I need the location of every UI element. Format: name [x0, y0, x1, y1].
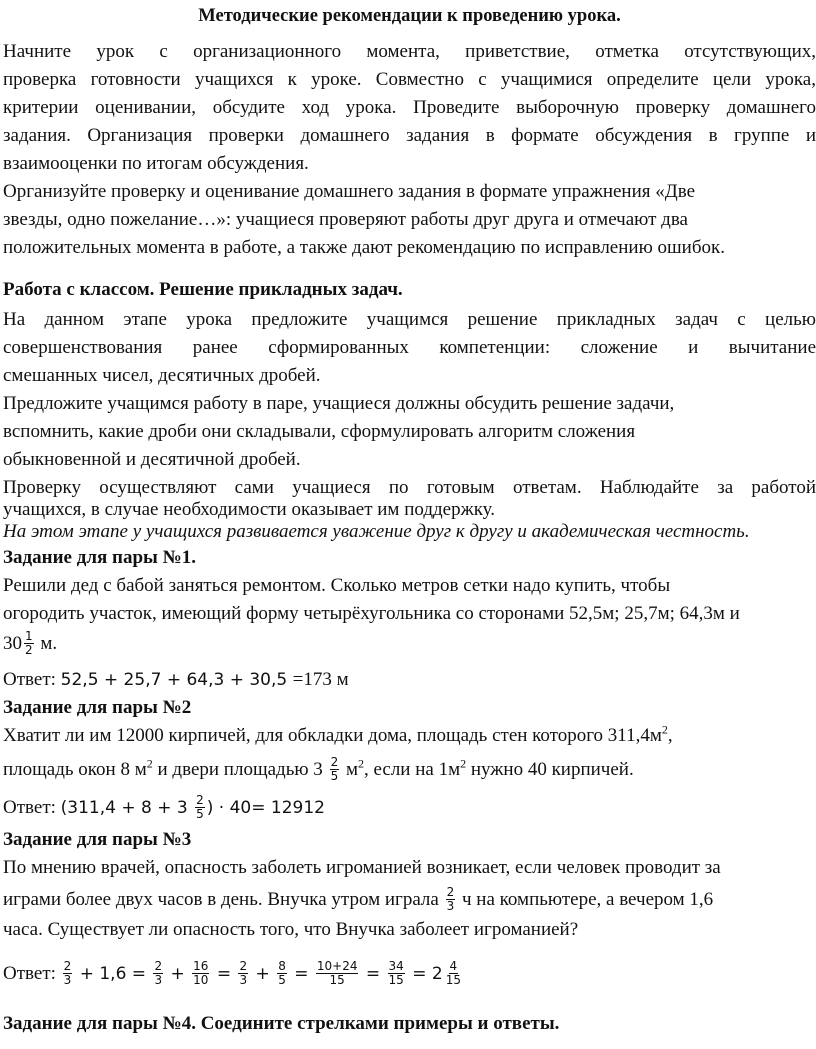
fraction-numerator: 2 [239, 959, 248, 974]
answer-expression: 52,5 + 25,7 + 64,3 + 30,5 [60, 670, 293, 690]
fraction-denominator: 3 [63, 973, 72, 988]
task2-text [3, 756, 816, 784]
task3-text [3, 886, 816, 914]
fraction-denominator: 5 [196, 807, 204, 822]
fraction-numerator: 16 [193, 959, 209, 974]
task2-fraction [330, 756, 340, 783]
task2-text-part: Хватит ли им 12000 кирпичей, для обкладки дома, площадь стен которого 311,4м [3, 725, 662, 746]
intro-line: звезды, одно пожелание…»: учащиеся проверяют работы друг друга и отмечают два [3, 209, 688, 230]
fraction-denominator: 2 [25, 643, 33, 658]
intro-line: Начните урок с организационного момента, приветствие, отметка отсутствующих, [3, 41, 816, 62]
section-line: На данном этапе урока предложите учащимся решение прикладных задач с целью [3, 309, 816, 330]
operator: = [211, 964, 237, 984]
fraction-numerator: 1 [25, 629, 33, 644]
superscript: 2 [357, 756, 364, 771]
task3-text-part: ч на компьютере, а вечером 1,6 [457, 889, 714, 910]
section-line: учащихся, в случае необходимости оказывает им поддержку. [3, 499, 496, 520]
task2-text-part: м [341, 759, 358, 780]
fraction-numerator: 2 [330, 755, 339, 770]
fraction-denominator: 3 [239, 973, 248, 988]
task2-heading: Задание для пары №2 [3, 697, 192, 718]
italic-note: На этом этапе у учащихся развивается уважение друг к другу и академическая честность. [3, 521, 750, 542]
task1-text-fraction-line [3, 630, 816, 658]
answer-label: Ответ: [3, 669, 61, 690]
answer-expression: (311,4 + 8 + 3 [60, 798, 194, 818]
operator: = [288, 964, 314, 984]
task1-whole: 30 [3, 633, 22, 654]
task3-fraction [446, 886, 456, 913]
fraction-denominator: 3 [446, 899, 455, 914]
fraction-denominator: 15 [388, 973, 404, 988]
answer-fraction [316, 960, 359, 987]
task2-answer [3, 794, 816, 822]
task2-text-part: , [667, 725, 673, 746]
task2-text-part: , если на 1м [363, 759, 461, 780]
answer-fraction [195, 794, 205, 821]
section-line: вспомнить, какие дроби они складывали, сформулировать алгоритм сложения [3, 421, 636, 442]
task1-heading: Задание для пары №1. [3, 547, 196, 568]
fraction-denominator: 10 [193, 973, 209, 988]
task3-text: По мнению врачей, опасность заболеть игроманией возникает, если человек проводит за [3, 857, 721, 878]
answer-fraction [238, 960, 248, 987]
fraction-numerator: 34 [388, 959, 404, 974]
answer-label: Ответ: [3, 797, 61, 818]
task3-text-part: играми более двух часов в день. Внучка утром играла [3, 889, 444, 910]
fraction-numerator: 2 [446, 885, 455, 900]
task2-text [3, 722, 816, 750]
answer-fraction [153, 960, 163, 987]
superscript: 2 [146, 756, 153, 771]
intro-line: проверка готовности учащихся к уроке. Совместно с учащимися определите цели урока, [3, 69, 816, 90]
fraction-numerator: 2 [63, 959, 72, 974]
section-heading: Работа с классом. Решение прикладных задач. [3, 279, 403, 300]
answer-fraction [192, 960, 209, 987]
task3-heading: Задание для пары №3 [3, 829, 192, 850]
task2-text-part: нужно 40 кирпичей. [466, 759, 634, 780]
answer-expression: ) · 40= 12912 [206, 798, 325, 818]
task1-unit: м. [35, 633, 58, 654]
fraction-denominator: 5 [330, 769, 339, 784]
superscript: 2 [661, 722, 668, 737]
task4-heading: Задание для пары №4. Соедините стрелками примеры и ответы. [3, 1013, 560, 1034]
answer-fraction [63, 960, 73, 987]
answer-result: =173 м [292, 669, 349, 690]
task3-text: часа. Существует ли опасность того, что Внучка заболеет игроманией? [3, 919, 579, 940]
task1-fraction [24, 630, 34, 657]
task3-answer [3, 960, 816, 988]
task2-text-part: и двери площадью 3 [152, 759, 328, 780]
task1-answer [3, 666, 816, 694]
task1-text: Решили дед с бабой заняться ремонтом. Сколько метров сетки надо купить, чтобы [3, 575, 671, 596]
fraction-numerator: 2 [196, 793, 204, 808]
fraction-numerator: 8 [278, 959, 286, 974]
whole-number: 2 [431, 964, 443, 984]
intro-line: критерии оценивании, обсудите ход урока. Проведите выборочную проверку домашнего [3, 97, 816, 118]
intro-line: Организуйте проверку и оценивание домашнего задания в формате упражнения «Две [3, 181, 696, 202]
fraction-numerator: 10+24 [316, 959, 358, 974]
section-line: совершенствования ранее сформированных компетенции: сложение и вычитание [3, 337, 816, 358]
answer-fraction [388, 960, 405, 987]
answer-label: Ответ: [3, 963, 61, 984]
section-line: смешанных чисел, десятичных дробей. [3, 365, 321, 386]
intro-line: задания. Организация проверки домашнего задания в формате обсуждения в группе и [3, 125, 816, 146]
fraction-numerator: 2 [154, 959, 163, 974]
answer-fraction [277, 960, 287, 987]
superscript: 2 [460, 756, 467, 771]
section-line: обыкновенной и десятичной дробей. [3, 449, 301, 470]
fraction-denominator: 3 [154, 973, 163, 988]
operator: + [250, 964, 276, 984]
operator: + [165, 964, 191, 984]
fraction-denominator: 15 [445, 973, 461, 988]
operator: = [360, 964, 386, 984]
intro-line: взаимооценки по итогам обсуждения. [3, 153, 309, 174]
section-line: Предложите учащимся работу в паре, учащиеся должны обсудить решение задачи, [3, 393, 675, 414]
page-title: Методические рекомендации к проведению урока. [198, 6, 621, 26]
task1-text: огородить участок, имеющий форму четырёхугольника со сторонами 52,5м; 25,7м; 64,3м и [3, 603, 740, 624]
answer-fraction [445, 960, 462, 987]
operator: = [406, 964, 432, 984]
fraction-denominator: 15 [329, 973, 345, 988]
fraction-numerator: 4 [449, 959, 458, 974]
intro-line: положительных момента в работе, а также дают рекомендацию по исправлению ошибок. [3, 237, 725, 258]
section-line: Проверку осуществляют сами учащиеся по готовым ответам. Наблюдайте за работой [3, 477, 816, 498]
operator: + 1,6 = [74, 964, 152, 984]
fraction-denominator: 5 [278, 973, 286, 988]
task2-text-part: площадь окон 8 м [3, 759, 147, 780]
